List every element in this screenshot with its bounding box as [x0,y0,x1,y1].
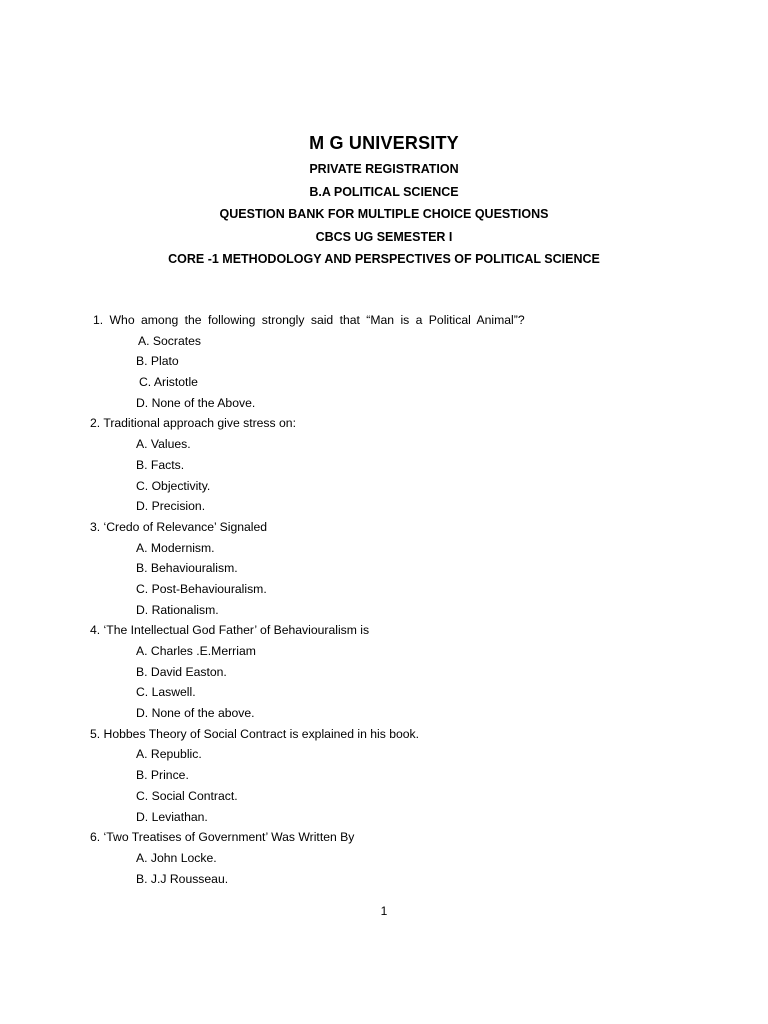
option-item: D. None of the above. [136,706,255,721]
option-item: A. Values. [136,437,191,452]
question-text: 4. ‘The Intellectual God Father’ of Behaviouralism is [90,623,370,638]
option-item: C. Laswell. [136,685,196,700]
option-item: A. Modernism. [136,540,215,555]
question-bank-line: QUESTION BANK FOR MULTIPLE CHOICE QUESTIONS [219,207,549,221]
option-item: B. Behaviouralism. [136,561,238,576]
option-item: B. David Easton. [136,664,227,679]
semester-line: CBCS UG SEMESTER I [315,229,453,244]
page-number: 1 [380,904,388,918]
option-item: B. Plato [136,354,179,369]
question-list [90,310,710,889]
course-line: B.A POLITICAL SCIENCE [309,184,459,199]
option-item: B. Prince. [136,768,189,783]
question-text: 3. ‘Credo of Relevance’ Signaled [90,519,268,534]
registration-line: PRIVATE REGISTRATION [309,162,459,176]
university-title: M G UNIVERSITY [309,133,459,153]
question-text: 6. ‘Two Treatises of Government’ Was Written By [90,830,355,845]
option-item: C. Aristotle [139,375,198,390]
option-item: D. None of the Above. [136,395,256,410]
document-header [0,128,768,271]
option-item: D. Leviathan. [136,809,208,824]
question-text: 5. Hobbes Theory of Social Contract is explained in his book. [90,726,420,741]
option-item: B. J.J Rousseau. [136,871,229,886]
core-paper-line: CORE -1 METHODOLOGY AND PERSPECTIVES OF POLITICAL SCIENCE [168,252,600,266]
option-item: A. Charles .E.Merriam [136,644,256,658]
question-text: 2. Traditional approach give stress on: [90,416,296,431]
question-text: 1. Who among the following strongly said that “Man is a Political Animal”? [93,313,525,327]
option-item: A. John Locke. [136,850,217,865]
option-item: C. Social Contract. [136,788,238,803]
option-item: A. Socrates [138,333,201,348]
option-item: D. Rationalism. [136,602,219,617]
option-item: A. Republic. [136,747,202,762]
option-item: C. Objectivity. [136,478,211,493]
option-item: C. Post-Behaviouralism. [136,581,267,596]
option-item: D. Precision. [136,499,206,514]
option-item: B. Facts. [136,457,185,472]
